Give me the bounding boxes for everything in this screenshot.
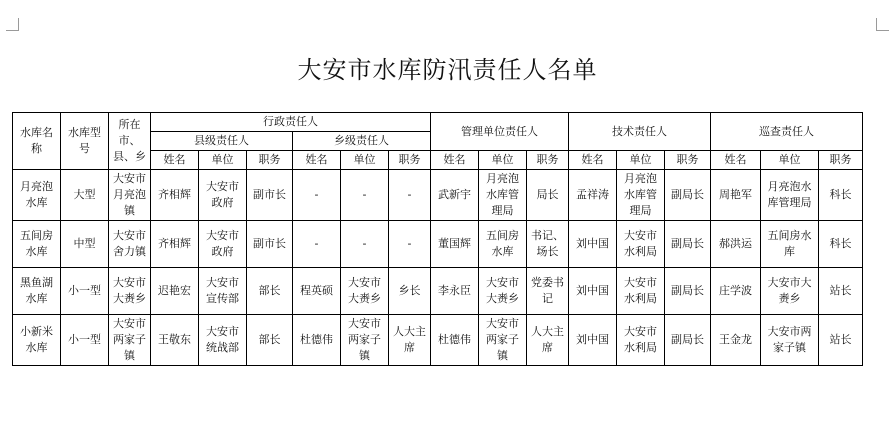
cell-tech-unit: 大安市水利局: [617, 315, 665, 366]
header-unit: 单位: [341, 151, 389, 170]
cell-tech-unit: 月亮泡水库管理局: [617, 170, 665, 221]
cell-town-name: -: [293, 221, 341, 268]
cell-mgmt-position: 党委书记: [527, 268, 569, 315]
cell-tech-position: 副局长: [665, 315, 711, 366]
cell-town-position: 乡长: [389, 268, 431, 315]
cell-mgmt-unit: 月亮泡水库管理局: [479, 170, 527, 221]
table-row: [13, 315, 863, 366]
cell-county-position: 副市长: [247, 221, 293, 268]
cell-patrol-position: 站长: [819, 268, 863, 315]
cell-location: 大安市两家子镇: [109, 315, 151, 366]
cell-tech-position: 副局长: [665, 268, 711, 315]
cell-patrol-unit: 大安市大赉乡: [761, 268, 819, 315]
cell-town-unit: -: [341, 170, 389, 221]
header-mgmt: 管理单位责任人: [431, 113, 569, 151]
cell-reservoir: 小新米水库: [13, 315, 61, 366]
header-reservoir-name: 水库名称: [13, 113, 61, 170]
cell-patrol-name: 周艳军: [711, 170, 761, 221]
cell-tech-unit: 大安市水利局: [617, 268, 665, 315]
cell-county-name: 齐相辉: [151, 221, 199, 268]
header-reservoir-type: 水库型号: [61, 113, 109, 170]
document-title: 大安市水库防汛责任人名单: [297, 56, 598, 84]
cell-county-position: 副市长: [247, 170, 293, 221]
header-township: 乡级责任人: [293, 132, 431, 151]
header-location: 所在市、县、乡: [109, 113, 151, 170]
cell-mgmt-name: 武新宇: [431, 170, 479, 221]
cell-type: 中型: [61, 221, 109, 268]
table-row: [13, 268, 863, 315]
cell-tech-unit: 大安市水利局: [617, 221, 665, 268]
cell-location: 大安市舍力镇: [109, 221, 151, 268]
cell-mgmt-unit: 五间房水库: [479, 221, 527, 268]
cell-town-name: -: [293, 170, 341, 221]
cell-type: 大型: [61, 170, 109, 221]
cell-mgmt-position: 局长: [527, 170, 569, 221]
header-county: 县级责任人: [151, 132, 293, 151]
cell-mgmt-name: 杜德伟: [431, 315, 479, 366]
cell-town-unit: 大安市大赉乡: [341, 268, 389, 315]
crop-mark-top-right: [876, 18, 889, 31]
cell-tech-name: 刘中国: [569, 315, 617, 366]
cell-mgmt-name: 董国辉: [431, 221, 479, 268]
cell-county-position: 部长: [247, 268, 293, 315]
table-row: [13, 170, 863, 221]
header-position: 职务: [389, 151, 431, 170]
header-position: 职务: [527, 151, 569, 170]
cell-county-name: 王敬东: [151, 315, 199, 366]
header-name: 姓名: [293, 151, 341, 170]
cell-tech-name: 刘中国: [569, 268, 617, 315]
cell-patrol-unit: 大安市两家子镇: [761, 315, 819, 366]
cell-location: 大安市大赉乡: [109, 268, 151, 315]
cell-county-name: 迟艳宏: [151, 268, 199, 315]
cell-patrol-unit: 月亮泡水库管理局: [761, 170, 819, 221]
header-row-1: [13, 113, 863, 132]
cell-patrol-name: 庄学波: [711, 268, 761, 315]
cell-county-unit: 大安市宣传部: [199, 268, 247, 315]
header-name: 姓名: [711, 151, 761, 170]
cell-town-position: -: [389, 221, 431, 268]
header-position: 职务: [665, 151, 711, 170]
cell-patrol-name: 郝洪运: [711, 221, 761, 268]
header-name: 姓名: [569, 151, 617, 170]
cell-tech-position: 副局长: [665, 170, 711, 221]
table-row: [13, 221, 863, 268]
header-patrol: 巡查责任人: [711, 113, 863, 151]
responsibility-table: [12, 112, 863, 366]
header-unit: 单位: [617, 151, 665, 170]
cell-patrol-unit: 五间房水库: [761, 221, 819, 268]
cell-county-unit: 大安市政府: [199, 170, 247, 221]
cell-patrol-position: 科长: [819, 221, 863, 268]
cell-county-unit: 大安市统战部: [199, 315, 247, 366]
cell-mgmt-name: 李永臣: [431, 268, 479, 315]
header-position: 职务: [819, 151, 863, 170]
header-tech: 技术责任人: [569, 113, 711, 151]
cell-county-unit: 大安市政府: [199, 221, 247, 268]
cell-tech-name: 刘中国: [569, 221, 617, 268]
cell-mgmt-position: 书记、场长: [527, 221, 569, 268]
header-unit: 单位: [479, 151, 527, 170]
cell-mgmt-unit: 大安市两家子镇: [479, 315, 527, 366]
cell-mgmt-position: 人大主席: [527, 315, 569, 366]
cell-reservoir: 黑鱼湖水库: [13, 268, 61, 315]
cell-reservoir: 月亮泡水库: [13, 170, 61, 221]
header-admin: 行政责任人: [151, 113, 431, 132]
header-name: 姓名: [431, 151, 479, 170]
cell-patrol-position: 站长: [819, 315, 863, 366]
header-unit: 单位: [199, 151, 247, 170]
cell-type: 小一型: [61, 315, 109, 366]
cell-town-position: -: [389, 170, 431, 221]
cell-county-position: 部长: [247, 315, 293, 366]
cell-reservoir: 五间房水库: [13, 221, 61, 268]
header-name: 姓名: [151, 151, 199, 170]
cell-county-name: 齐相辉: [151, 170, 199, 221]
cell-mgmt-unit: 大安市大赉乡: [479, 268, 527, 315]
header-unit: 单位: [761, 151, 819, 170]
header-position: 职务: [247, 151, 293, 170]
cell-town-unit: -: [341, 221, 389, 268]
cell-patrol-position: 科长: [819, 170, 863, 221]
cell-tech-name: 孟祥涛: [569, 170, 617, 221]
crop-mark-top-left: [6, 18, 19, 31]
cell-type: 小一型: [61, 268, 109, 315]
cell-town-name: 杜德伟: [293, 315, 341, 366]
cell-town-name: 程英硕: [293, 268, 341, 315]
cell-town-unit: 大安市两家子镇: [341, 315, 389, 366]
cell-location: 大安市月亮泡镇: [109, 170, 151, 221]
cell-tech-position: 副局长: [665, 221, 711, 268]
cell-town-position: 人大主席: [389, 315, 431, 366]
cell-patrol-name: 王金龙: [711, 315, 761, 366]
